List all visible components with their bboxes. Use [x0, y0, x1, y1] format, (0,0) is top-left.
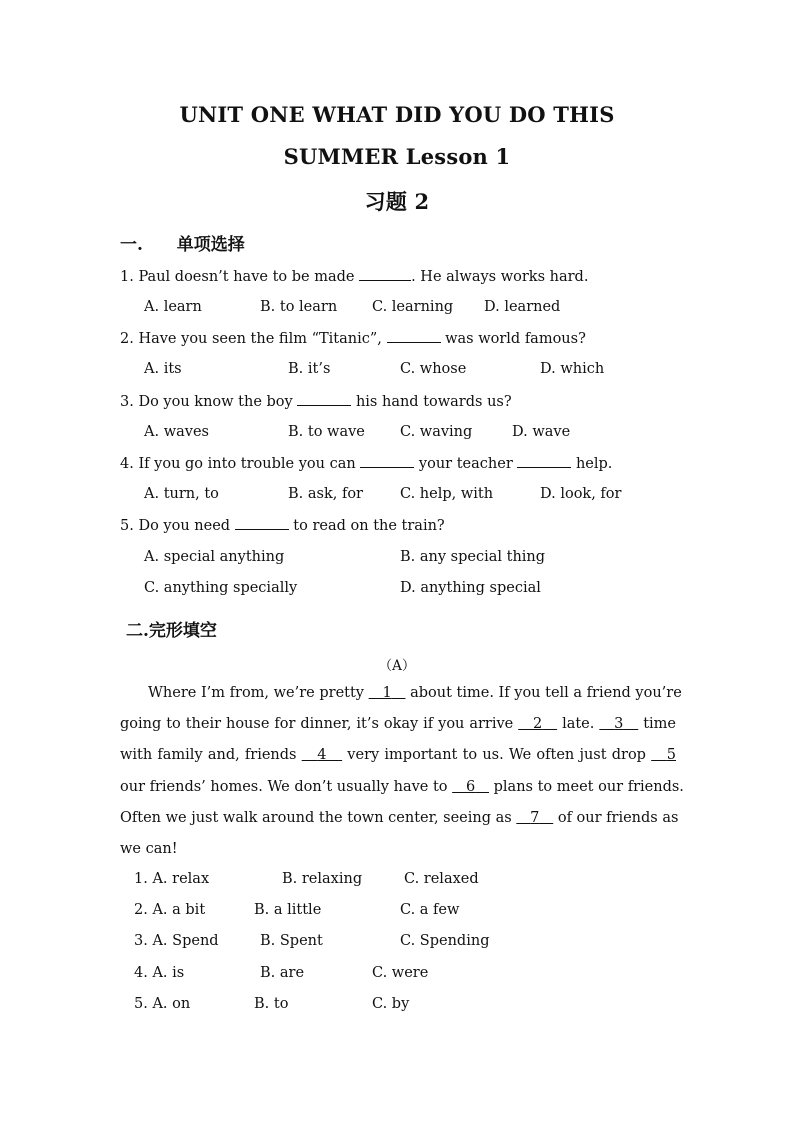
passage-line: going to their house for dinner, it’s okay if you arrive 2 late. 3 time	[120, 716, 676, 733]
cloze-option-row-5: 5. A. on	[134, 996, 191, 1012]
option[interactable]: C. waving	[400, 424, 473, 440]
answer-blank[interactable]	[235, 517, 289, 530]
question-text: was world famous?	[445, 331, 586, 347]
section-2-title: 完形填空	[148, 621, 217, 641]
option[interactable]: C. Spending	[400, 933, 490, 949]
passage-line: our friends’ homes. We don’t usually have to 6 plans to meet our friends.	[120, 778, 684, 795]
question-text: help.	[575, 456, 613, 472]
option[interactable]: B. to wave	[288, 424, 365, 440]
option[interactable]: B. a little	[254, 902, 322, 918]
question-text: his hand towards us?	[355, 394, 512, 410]
blank-2[interactable]: 2	[533, 716, 543, 733]
option[interactable]: D. learned	[484, 299, 561, 315]
option[interactable]: A. on	[152, 996, 191, 1012]
option[interactable]: A. special anything	[144, 549, 285, 565]
option[interactable]: B. to	[254, 996, 289, 1012]
option[interactable]: C. learning	[372, 299, 454, 315]
option[interactable]: C. a few	[400, 902, 460, 918]
answer-blank[interactable]	[360, 455, 414, 468]
option[interactable]: C. anything specially	[144, 580, 298, 596]
section-1-title: 单项选择	[176, 235, 245, 255]
passage-line: Where I’m from, we’re pretty 1 about time. If you tell a friend you’re	[148, 685, 682, 701]
blank-1[interactable]: 1	[382, 685, 392, 701]
option[interactable]: C. were	[372, 965, 429, 981]
blank-4[interactable]: 4	[317, 747, 327, 764]
option[interactable]: C. relaxed	[404, 871, 479, 887]
title-line-2: SUMMER Lesson 1	[283, 144, 511, 169]
cloze-passage	[120, 678, 684, 865]
option[interactable]: A. a bit	[152, 902, 206, 918]
answer-blank[interactable]	[359, 268, 411, 281]
section-2-number: 二.	[126, 621, 149, 641]
question-number: 1.	[120, 269, 134, 285]
answer-blank[interactable]	[387, 330, 441, 343]
option[interactable]: D. look, for	[540, 486, 622, 502]
option[interactable]: B. any special thing	[400, 549, 546, 565]
option[interactable]: C. by	[372, 996, 410, 1012]
question-text: Do you know the boy	[138, 394, 293, 410]
option[interactable]: D. wave	[512, 424, 571, 440]
option[interactable]: D. which	[540, 361, 605, 377]
option[interactable]: B. to learn	[260, 299, 338, 315]
option[interactable]: B. relaxing	[282, 871, 363, 887]
blank-6[interactable]: 6	[465, 778, 476, 795]
option[interactable]: A. turn, to	[144, 486, 219, 502]
question-number: 2.	[120, 331, 134, 347]
option[interactable]: B. it’s	[288, 361, 331, 377]
option[interactable]: D. anything special	[400, 580, 541, 596]
title-line-3: 习题 2	[364, 189, 430, 214]
passage-line: with family and, friends 4 very important to us. We often just drop 5	[120, 747, 676, 764]
blank-7[interactable]: 7	[530, 809, 540, 826]
blank-3[interactable]: 3	[614, 716, 624, 733]
cloze-option-row-4: 4. A. is	[134, 965, 185, 981]
passage-line: we can!	[120, 840, 178, 857]
option[interactable]: C. whose	[400, 361, 467, 377]
answer-blank[interactable]	[297, 393, 351, 406]
question-text: Paul doesn’t have to be made	[138, 269, 355, 285]
passage-line: Often we just walk around the town center, seeing as 7 of our friends as	[120, 809, 679, 826]
question-2	[120, 330, 586, 347]
question-text: . He always works hard.	[411, 269, 589, 285]
question-3	[120, 393, 512, 410]
question-number: 4.	[120, 456, 134, 472]
option[interactable]: A. relax	[152, 871, 210, 887]
option[interactable]: A. its	[144, 361, 182, 377]
question-text: Do you need	[138, 518, 231, 534]
question-text: If you go into trouble you can	[138, 456, 356, 472]
blank-5[interactable]: 5	[666, 747, 676, 764]
option[interactable]: A. is	[152, 965, 185, 981]
option[interactable]: B. ask, for	[288, 486, 363, 502]
option[interactable]: A. learn	[144, 299, 202, 315]
cloze-option-row-3: 3. A. Spend	[134, 933, 219, 949]
option[interactable]: B. are	[260, 965, 305, 981]
option[interactable]: A. waves	[144, 424, 209, 440]
section-1-number: 一.	[120, 235, 143, 255]
option[interactable]: B. Spent	[260, 933, 323, 949]
question-text: to read on the train?	[293, 518, 445, 534]
passage-label: （A）	[378, 658, 416, 674]
question-number: 5.	[120, 518, 134, 534]
cloze-option-row-2: 2. A. a bit	[134, 902, 206, 918]
title-line-1: UNIT ONE WHAT DID YOU DO THIS	[179, 102, 615, 127]
cloze-option-row-1: 1. A. relax	[134, 871, 210, 887]
question-5	[120, 517, 445, 534]
option[interactable]: C. help, with	[400, 486, 494, 502]
option[interactable]: A. Spend	[152, 933, 219, 949]
question-1	[120, 268, 588, 285]
question-text: your teacher	[418, 456, 513, 472]
question-number: 3.	[120, 394, 134, 410]
section-2-heading	[126, 616, 217, 641]
section-1-heading	[120, 230, 245, 255]
question-text: Have you seen the film “Titanic”,	[138, 331, 382, 347]
question-4	[120, 455, 612, 472]
answer-blank[interactable]	[517, 455, 571, 468]
